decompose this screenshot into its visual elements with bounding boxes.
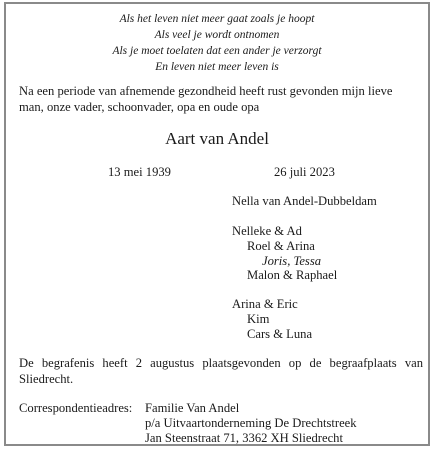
funeral-notice: De begrafenis heeft 2 augustus plaatsgevonden op de begraafplaats van Sliedrecht.	[19, 356, 423, 386]
poem-line: Als veel je wordt ontnomen	[154, 29, 280, 41]
poem-line: Als het leven niet meer gaat zoals je hoopt	[119, 13, 315, 25]
correspondence-line: Jan Steenstraat 71, 3362 XH Sliedrecht	[145, 431, 343, 445]
grandchild-couple: Roel & Arina	[247, 239, 315, 253]
correspondence-line: p/a Uitvaartonderneming De Drechtstreek	[145, 416, 357, 430]
grandchild-couple: Malon & Raphael	[247, 268, 338, 282]
child-couple: Nelleke & Ad	[232, 224, 302, 238]
poem	[6, 11, 428, 75]
grandchild-couple: Cars & Luna	[247, 327, 313, 341]
birth-date: 13 mei 1939	[108, 165, 171, 179]
grandchild: Kim	[247, 312, 270, 326]
child-couple: Arina & Eric	[232, 297, 298, 311]
deceased-name: Aart van Andel	[165, 129, 269, 148]
announcement-frame	[4, 2, 430, 446]
death-date: 26 juli 2023	[274, 165, 335, 179]
correspondence-label: Correspondentieadres:	[19, 401, 133, 415]
poem-line: Als je moet toelaten dat een ander je verzorgt	[112, 45, 322, 57]
spouse-name: Nella van Andel-Dubbeldam	[232, 194, 377, 208]
intro-text: Na een periode van afnemende gezondheid heeft rust gevonden mijn lieve man, onze vader, schoonvader, opa en oude opa	[19, 84, 393, 114]
great-grandchildren: Joris, Tessa	[262, 254, 322, 268]
correspondence-line: Familie Van Andel	[145, 401, 240, 415]
poem-line: En leven niet meer leven is	[155, 61, 279, 73]
